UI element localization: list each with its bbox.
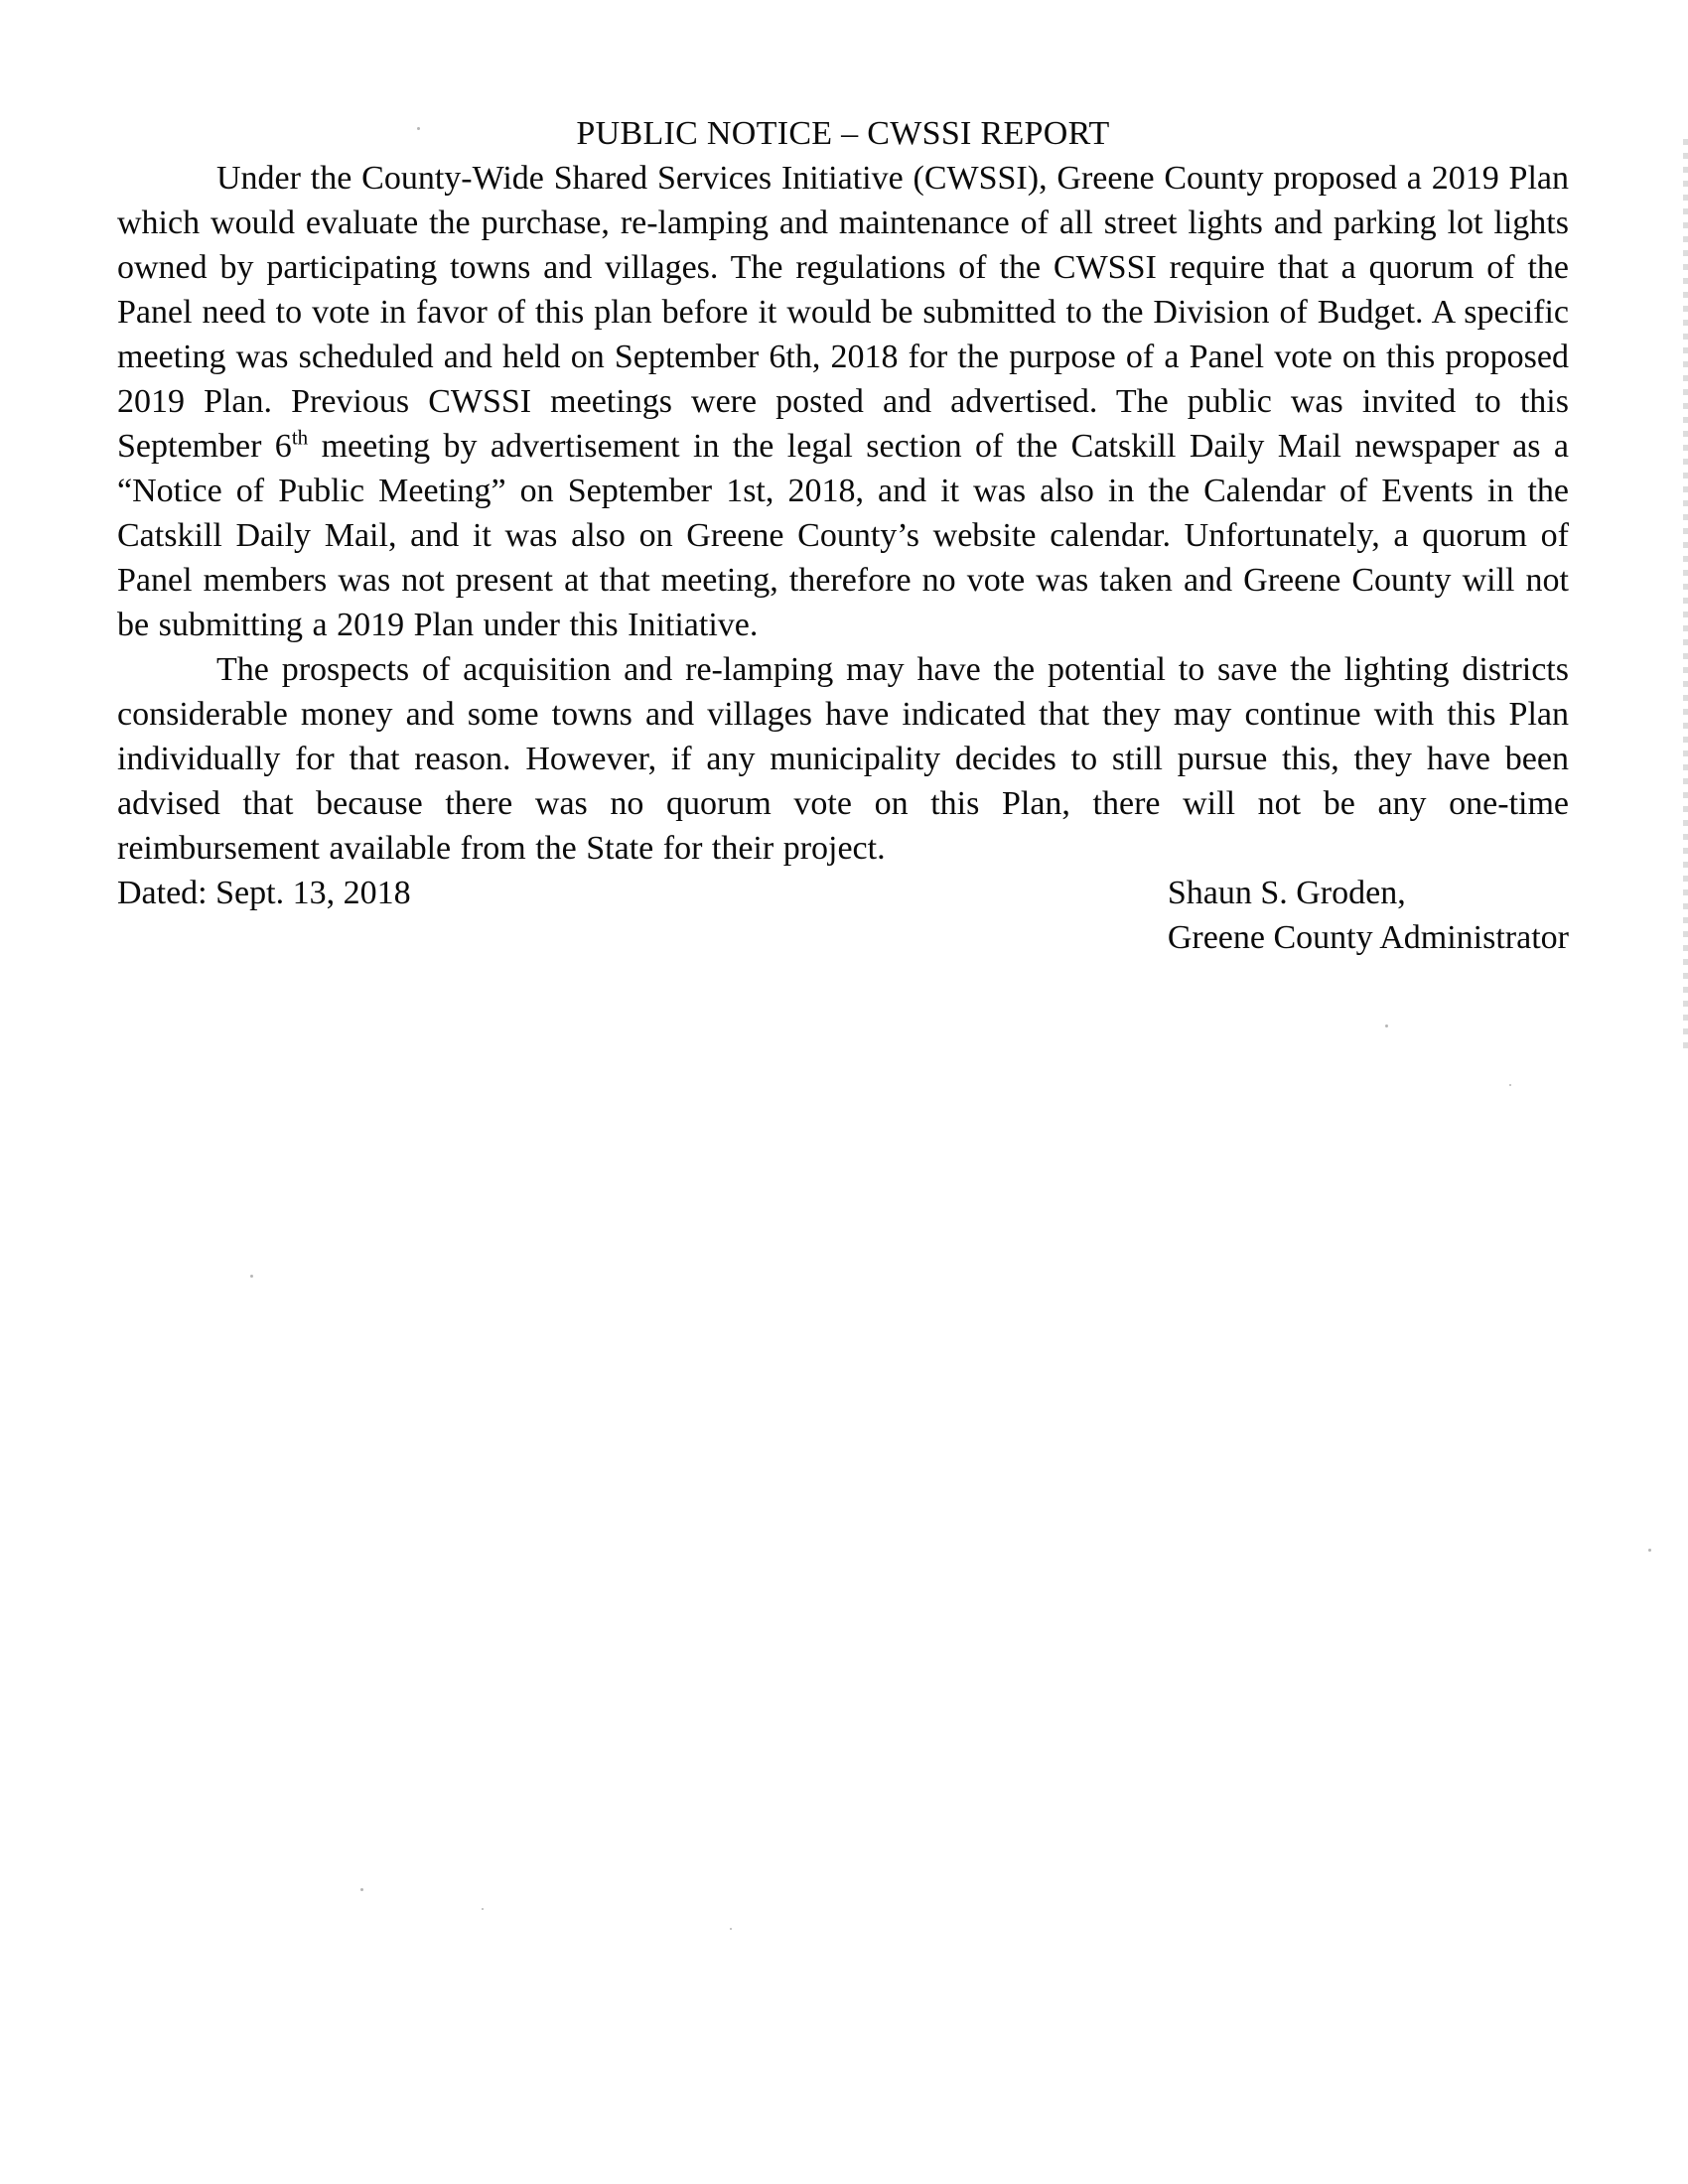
scan-speck bbox=[1648, 1549, 1651, 1552]
dated-line: Dated: Sept. 13, 2018 bbox=[117, 875, 411, 911]
scan-speck bbox=[417, 127, 420, 130]
signature-name: Shaun S. Groden, bbox=[1167, 875, 1406, 911]
scan-speck bbox=[250, 1275, 253, 1278]
paragraph-2: The prospects of acquisition and re-lamping may have the potential to save the lighting districts considerable money and some towns and villages have indicated that they may continue with this Plan individually for that reason. However, if any municipality decides to still pursue this, they have been advised that because there was no quorum vote on this Plan, there will not be any one-time reimbursement available from the State for their project. bbox=[117, 651, 1569, 867]
paragraph-1-text-after-superscript: meeting by advertisement in the legal section of the Catskill Daily Mail newspaper as a “Notice of Public Meeting” on September 1st, 2018, and it was also in the Calendar of Events in the Catskill Daily Mail, and it was also on Greene County’s website calendar. Unfortunately, a quorum of Panel members was not present at that meeting, therefore no vote was taken and Greene County will not be submitting a 2019 Plan under this Initiative. bbox=[117, 428, 1569, 643]
scan-speck bbox=[360, 1888, 363, 1891]
signature-title: Greene County Administrator bbox=[1167, 919, 1569, 956]
ordinal-superscript: th bbox=[291, 425, 309, 450]
scan-speck bbox=[1509, 1084, 1511, 1086]
scan-speck bbox=[482, 1908, 484, 1910]
scan-speck bbox=[730, 1928, 732, 1930]
document-content bbox=[117, 111, 1569, 960]
document-title: PUBLIC NOTICE – CWSSI REPORT bbox=[576, 115, 1110, 152]
scan-edge-artifact bbox=[1683, 139, 1688, 1052]
paragraph-1 bbox=[117, 156, 1569, 647]
signature-block bbox=[1168, 871, 1569, 960]
paragraph-1-text-before-superscript: Under the County-Wide Shared Services Initiative (CWSSI), Greene County proposed a 2019 Plan which would evaluate the purchase, re-lamping and maintenance of all street lights and parking lot lights owned by participating towns and villages. The regulations of the CWSSI require that a quorum of the Panel need to vote in favor of this plan before it would be submitted to the Division of Budget. A specific meeting was scheduled and held on September 6th, 2018 for the purpose of a Panel vote on this proposed 2019 Plan. Previous CWSSI meetings were posted and advertised. The public was invited to this September 6 bbox=[117, 160, 1569, 465]
scan-speck bbox=[1385, 1024, 1388, 1027]
dated-and-signature-row bbox=[117, 871, 1569, 960]
